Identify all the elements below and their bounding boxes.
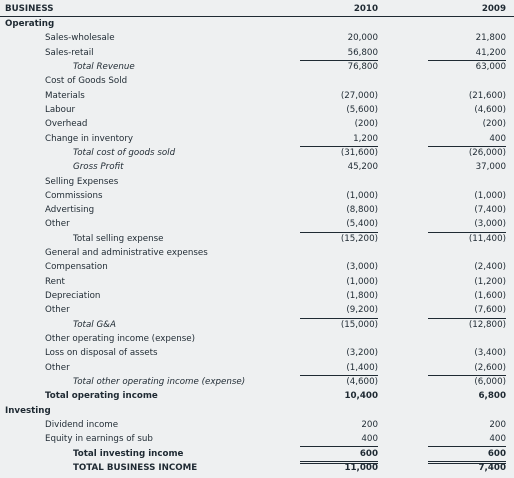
statement-title: BUSINESS — [5, 4, 54, 14]
overhead-label: Overhead — [45, 119, 88, 130]
labour-2010-value: (5,600) — [346, 104, 378, 115]
commissions-2009-value: (1,000) — [474, 190, 506, 201]
other-selling-label: Other — [45, 219, 70, 230]
other-selling-2009-value: (3,000) — [428, 217, 506, 232]
other-selling-2010-value: (5,400) — [300, 217, 378, 232]
equity-earnings-2009-value: 400 — [428, 432, 506, 447]
row-commissions — [0, 189, 514, 203]
total-other-op-2010-value: (4,600) — [346, 377, 378, 387]
total-business-2010-value: 11,000 — [344, 462, 378, 473]
depreciation-2009-value: (1,600) — [474, 291, 506, 302]
sales-retail-2010-value: 56,800 — [300, 46, 378, 61]
row-total-selling — [0, 232, 514, 246]
total-other-op-2009-value: (6,000) — [474, 377, 506, 387]
total-op-income-label: Total operating income — [45, 391, 158, 402]
row-cogs — [0, 74, 514, 88]
total-business-label: TOTAL BUSINESS INCOME — [73, 462, 198, 473]
materials-label: Materials — [45, 90, 85, 101]
other-op-label: Other — [45, 362, 70, 373]
total-investing-2010-value: 600 — [300, 447, 378, 464]
total-business-2009-value: 7,400 — [478, 462, 506, 473]
header-row — [0, 2, 514, 17]
gross-profit-2010-value: 45,200 — [347, 162, 378, 173]
advertising-label: Advertising — [45, 205, 95, 216]
year-2010-header: 2010 — [353, 4, 378, 14]
compensation-2009-value: (2,400) — [474, 262, 506, 273]
row-total-ga — [0, 318, 514, 332]
total-selling-label: Total selling expense — [73, 233, 164, 244]
total-investing-label: Total investing income — [73, 448, 184, 459]
change-inventory-2010-value: 1,200 — [300, 132, 378, 147]
gross-profit-label: Gross Profit — [73, 162, 124, 173]
operating-label: Operating — [5, 19, 55, 29]
commissions-label: Commissions — [45, 190, 103, 201]
year-2009-header: 2009 — [481, 4, 506, 14]
sales-wholesale-label: Sales-wholesale — [45, 33, 115, 44]
row-labour — [0, 103, 514, 117]
loss-disposal-2009-value: (3,400) — [474, 348, 506, 359]
row-total-investing — [0, 447, 514, 461]
overhead-2010-value: (200) — [354, 119, 378, 130]
total-op-income-2009-value: 6,800 — [478, 391, 506, 402]
total-investing-2009-value: 600 — [428, 447, 506, 464]
row-total-business — [0, 461, 514, 475]
compensation-label: Compensation — [45, 262, 108, 273]
depreciation-label: Depreciation — [45, 291, 101, 302]
other-ga-label: Other — [45, 305, 70, 316]
advertising-2010-value: (8,800) — [346, 205, 378, 216]
total-op-income-2010-value: 10,400 — [344, 391, 378, 402]
total-ga-2010-value: (15,000) — [340, 319, 378, 330]
row-rent — [0, 275, 514, 289]
depreciation-2010-value: (1,800) — [346, 291, 378, 302]
change-inventory-label: Change in inventory — [45, 133, 134, 144]
row-total-other-op — [0, 375, 514, 389]
other-op-income-label: Other operating income (expense) — [45, 334, 196, 345]
commissions-2010-value: (1,000) — [346, 190, 378, 201]
row-materials — [0, 89, 514, 103]
other-op-2009-value: (2,600) — [428, 361, 506, 376]
row-investing — [0, 404, 514, 418]
loss-disposal-2010-value: (3,200) — [346, 348, 378, 359]
rent-2009-value: (1,200) — [474, 276, 506, 287]
rent-2010-value: (1,000) — [346, 276, 378, 287]
cogs-label: Cost of Goods Sold — [45, 76, 128, 87]
total-revenue-label: Total Revenue — [73, 61, 135, 72]
advertising-2009-value: (7,400) — [474, 205, 506, 216]
sales-retail-2009-value: 41,200 — [428, 46, 506, 61]
gross-profit-2009-value: 37,000 — [475, 162, 506, 173]
row-other-op-income — [0, 332, 514, 346]
row-total-cogs — [0, 146, 514, 160]
total-revenue-2009-value: 63,000 — [475, 61, 506, 72]
other-ga-2009-value: (7,600) — [428, 303, 506, 318]
other-ga-2010-value: (9,200) — [300, 303, 378, 318]
ga-expenses-label: General and administrative expenses — [45, 248, 208, 259]
total-revenue-2010-value: 76,800 — [347, 61, 378, 72]
equity-earnings-label: Equity in earnings of sub — [45, 434, 153, 445]
sales-retail-label: Sales-retail — [45, 47, 94, 58]
row-equity-earnings — [0, 432, 514, 446]
sales-wholesale-2010-value: 20,000 — [347, 33, 378, 44]
total-other-op-label: Total other operating income (expense) — [73, 377, 246, 387]
total-selling-2009-value: (11,400) — [468, 233, 506, 244]
row-other-selling — [0, 217, 514, 231]
compensation-2010-value: (3,000) — [346, 262, 378, 273]
row-depreciation — [0, 289, 514, 303]
labour-2009-value: (4,600) — [474, 104, 506, 115]
change-inventory-2009-value: 400 — [428, 132, 506, 147]
total-cogs-2010-value: (31,600) — [340, 147, 378, 158]
row-compensation — [0, 260, 514, 274]
labour-label: Labour — [45, 104, 76, 115]
overhead-2009-value: (200) — [482, 119, 506, 130]
total-selling-2010-value: (15,200) — [340, 233, 378, 244]
row-dividend-income — [0, 418, 514, 432]
dividend-income-2009-value: 200 — [489, 419, 506, 430]
materials-2009-value: (21,600) — [468, 90, 506, 101]
row-total-revenue — [0, 60, 514, 74]
row-other-ga — [0, 303, 514, 317]
equity-earnings-2010-value: 400 — [300, 432, 378, 447]
row-operating — [0, 17, 514, 31]
materials-2010-value: (27,000) — [340, 90, 378, 101]
investing-label: Investing — [5, 405, 51, 416]
total-cogs-label: Total cost of goods sold — [73, 147, 176, 158]
row-total-op-income — [0, 389, 514, 403]
sales-wholesale-2009-value: 21,800 — [475, 33, 506, 44]
row-sales-wholesale — [0, 31, 514, 45]
row-selling-expenses — [0, 175, 514, 189]
total-ga-label: Total G&A — [73, 319, 116, 330]
row-advertising — [0, 203, 514, 217]
dividend-income-label: Dividend income — [45, 419, 119, 430]
selling-expenses-label: Selling Expenses — [45, 176, 119, 187]
row-loss-disposal — [0, 346, 514, 360]
dividend-income-2010-value: 200 — [361, 419, 378, 430]
row-sales-retail — [0, 46, 514, 60]
row-ga-expenses — [0, 246, 514, 260]
row-overhead — [0, 117, 514, 131]
loss-disposal-label: Loss on disposal of assets — [45, 348, 158, 359]
rent-label: Rent — [45, 276, 65, 287]
other-op-2010-value: (1,400) — [300, 361, 378, 376]
row-other-op — [0, 361, 514, 375]
row-change-inventory — [0, 132, 514, 146]
row-gross-profit — [0, 160, 514, 174]
total-ga-2009-value: (12,800) — [468, 319, 506, 330]
total-cogs-2009-value: (26,000) — [468, 147, 506, 158]
